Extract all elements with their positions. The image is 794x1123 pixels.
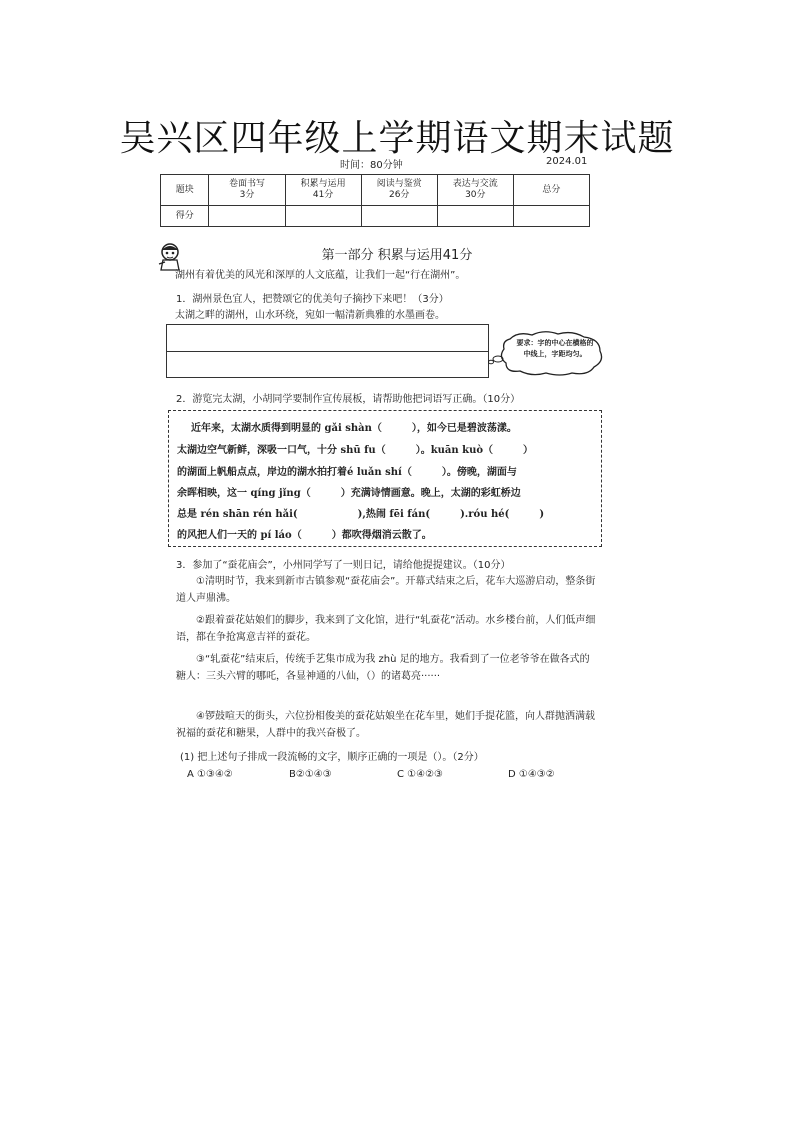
diary-paragraph: ①清明时节，我来到新市古镇参观“蚕花庙会”。开幕式结束之后，花车大巡游启动，整条街道人声鼎沸。	[176, 576, 596, 604]
question-1-sentence: 太湖之畔的湖州，山水环绕，宛如一幅清新典雅的水墨画卷。	[175, 310, 445, 321]
diary-paragraph: ②跟着蚕花姑娘们的脚步，我来到了文化馆，进行“轧蚕花”活动。水乡楼台前，人们低声细语，都在争抢寓意吉祥的蚕花。	[176, 615, 596, 643]
option-c[interactable]: C ①④②③	[397, 769, 444, 780]
page-title: 吴兴区四年级上学期语文期末试题	[119, 118, 675, 159]
score-table	[160, 174, 590, 227]
score-table-header-row	[161, 175, 590, 206]
score-header-cell: 表达与交流 30分	[437, 175, 513, 206]
part1-heading: 第一部分 积累与运用41分	[321, 248, 473, 263]
poster-text-line: 余晖相映，这一 qíng jǐng（ ）充满诗情画意。晚上，太湖的彩虹桥边	[177, 488, 521, 499]
score-header-cell: 题块	[161, 175, 209, 206]
score-blank-cell[interactable]	[437, 206, 513, 227]
sub-question-1: (1) 把上述句子排成一段流畅的文字，顺序正确的一项是（）。（2分）	[180, 752, 484, 763]
poster-text-line: 的湖面上帆船点点，岸边的湖水拍打着é luǎn shí（ ）。傍晚，湖面与	[177, 467, 517, 478]
exam-date: 2024.01	[546, 156, 588, 167]
diary-paragraph: ③“轧蚕花”结束后，传统手艺集市成为我 zhù 足的地方。我看到了一位老爷爷在做各式的糖人：三头六臂的哪吒，各显神通的八仙，（）的诸葛亮······	[176, 654, 590, 682]
exam-time: 时间：80分钟	[340, 160, 403, 171]
score-header-cell: 卷面书写 3分	[209, 175, 285, 206]
handwriting-midline	[167, 351, 488, 352]
part1-intro: 湖州有着优美的风光和深厚的人文底蕴，让我们一起“行在湖州”。	[175, 270, 466, 281]
score-blank-cell[interactable]	[209, 206, 285, 227]
poster-box	[168, 410, 602, 547]
score-table-score-row	[161, 206, 590, 227]
poster-text-line: 近年来，太湖水质得到明显的 gǎi shàn（ ），如今已是碧波荡漾。	[191, 423, 517, 434]
question-1-title: 1．湖州景色宜人，把赞颂它的优美句子摘抄下来吧！（3分）	[176, 294, 449, 305]
score-header-cell: 阅读与鉴赏 26分	[361, 175, 437, 206]
poster-text-line: 太湖边空气新鲜，深吸一口气，十分 shū fu（ ）。kuān kuò（ ）	[177, 445, 534, 456]
handwriting-box[interactable]	[166, 324, 489, 378]
score-blank-cell[interactable]	[361, 206, 437, 227]
diary-paragraph: ④锣鼓喧天的街头，六位扮相俊美的蚕花姑娘坐在花车里，她们手提花篮，向人群抛洒满载祝福的蚕花和糖果，人群中的我兴奋极了。	[176, 711, 595, 739]
bubble-requirement-text: 要求：字的中心在横格的中线上，字距均匀。	[516, 339, 594, 358]
option-a[interactable]: A ①③④②	[187, 769, 233, 780]
question-2-title: 2．游览完太湖，小胡同学要制作宣传展板，请帮助他把词语写正确。（10分）	[176, 394, 521, 405]
score-header-cell: 积累与运用 41分	[285, 175, 361, 206]
option-d[interactable]: D ①④③②	[508, 769, 555, 780]
question-3-title: 3．参加了“蚕花庙会”，小州同学写了一则日记，请给他提提建议。（10分）	[176, 560, 511, 571]
score-header-cell: 总分	[513, 175, 589, 206]
poster-text-line: 的风把人们一天的 pí láo（ ）都吹得烟消云散了。	[177, 530, 432, 541]
poster-text-line: 总是 rén shān rén hǎi( ),热闹 fēi fán( ).róu hé( )	[177, 509, 545, 520]
option-b[interactable]: B②①④③	[289, 769, 332, 780]
score-blank-cell[interactable]	[513, 206, 589, 227]
score-blank-cell[interactable]	[285, 206, 361, 227]
score-row-label: 得分	[161, 206, 209, 227]
